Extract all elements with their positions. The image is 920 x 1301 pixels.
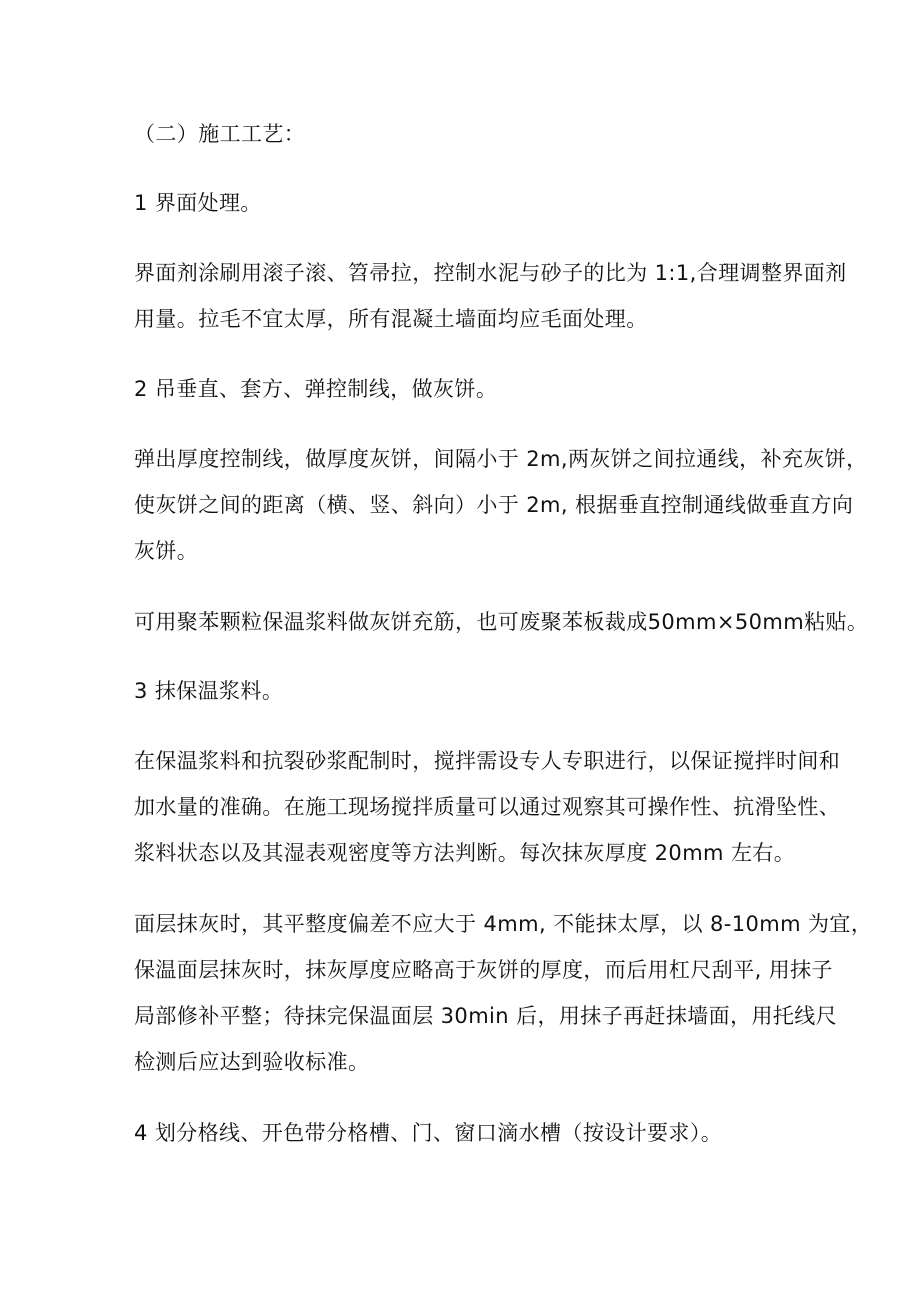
step3-heading: [134, 668, 794, 714]
step1-heading: [134, 180, 794, 226]
step3-body-line: 加水量的准确。在施工现场搅拌质量可以通过观察其可操作性、抗滑坠性、: [134, 795, 841, 819]
step2-heading-text: 2 吊垂直、套方、弹控制线，做灰饼。: [134, 377, 498, 401]
step3-body-line: 浆料状态以及其湿表观密度等方法判断。每次抹灰厚度 20mm 左右。: [134, 841, 796, 865]
step3-body2: [134, 901, 873, 1085]
step3-body2-line: 局部修补平整；待抹完保温面层 30min 后，用抹子再赶抹墙面，用托线尺: [134, 1004, 838, 1028]
section-heading: [134, 111, 794, 157]
step2-body-line: 使灰饼之间的距离（横、竖、斜向）小于 2m, 根据垂直控制通线做垂直方向: [134, 493, 854, 517]
step3-heading-text: 3 抹保温浆料。: [134, 679, 284, 703]
step3-body: [134, 738, 841, 876]
step1-body-line: 用量。拉毛不宜太厚，所有混凝土墙面均应毛面处理。: [134, 307, 648, 331]
step2-heading: [134, 366, 794, 412]
step2-note: [134, 599, 869, 645]
step2-note-text: 可用聚苯颗粒保温浆料做灰饼充筋，也可废聚苯板裁成50mm×50mm粘贴。: [134, 610, 869, 634]
step2-body-line: 弹出厚度控制线，做厚度灰饼，间隔小于 2m,两灰饼之间拉通线，补充灰饼，: [134, 447, 868, 471]
step1-body-line: 界面剂涂刷用滚子滚、笤帚拉，控制水泥与砂子的比为 1:1,合理调整界面剂: [134, 261, 847, 285]
step3-body2-line: 面层抹灰时，其平整度偏差不应大于 4mm, 不能抹太厚，以 8-10mm 为宜，: [134, 912, 873, 936]
step2-body-line: 灰饼。: [134, 539, 199, 563]
step1-body: [134, 250, 847, 342]
step2-body: [134, 436, 868, 574]
step3-body2-line: 检测后应达到验收标准。: [134, 1050, 370, 1074]
step4-heading: [134, 1110, 794, 1156]
step3-body2-line: 保温面层抹灰时，抹灰厚度应略高于灰饼的厚度，而后用杠尺刮平, 用抹子: [134, 958, 833, 982]
step1-heading-text: 1 界面处理。: [134, 191, 262, 215]
section-heading-text: （二）施工工艺：: [134, 122, 306, 146]
step4-heading-text: 4 划分格线、开色带分格槽、门、窗口滴水槽（按设计要求）。: [134, 1121, 723, 1145]
step3-body-line: 在保温浆料和抗裂砂浆配制时，搅拌需设专人专职进行，以保证搅拌时间和: [134, 749, 841, 773]
